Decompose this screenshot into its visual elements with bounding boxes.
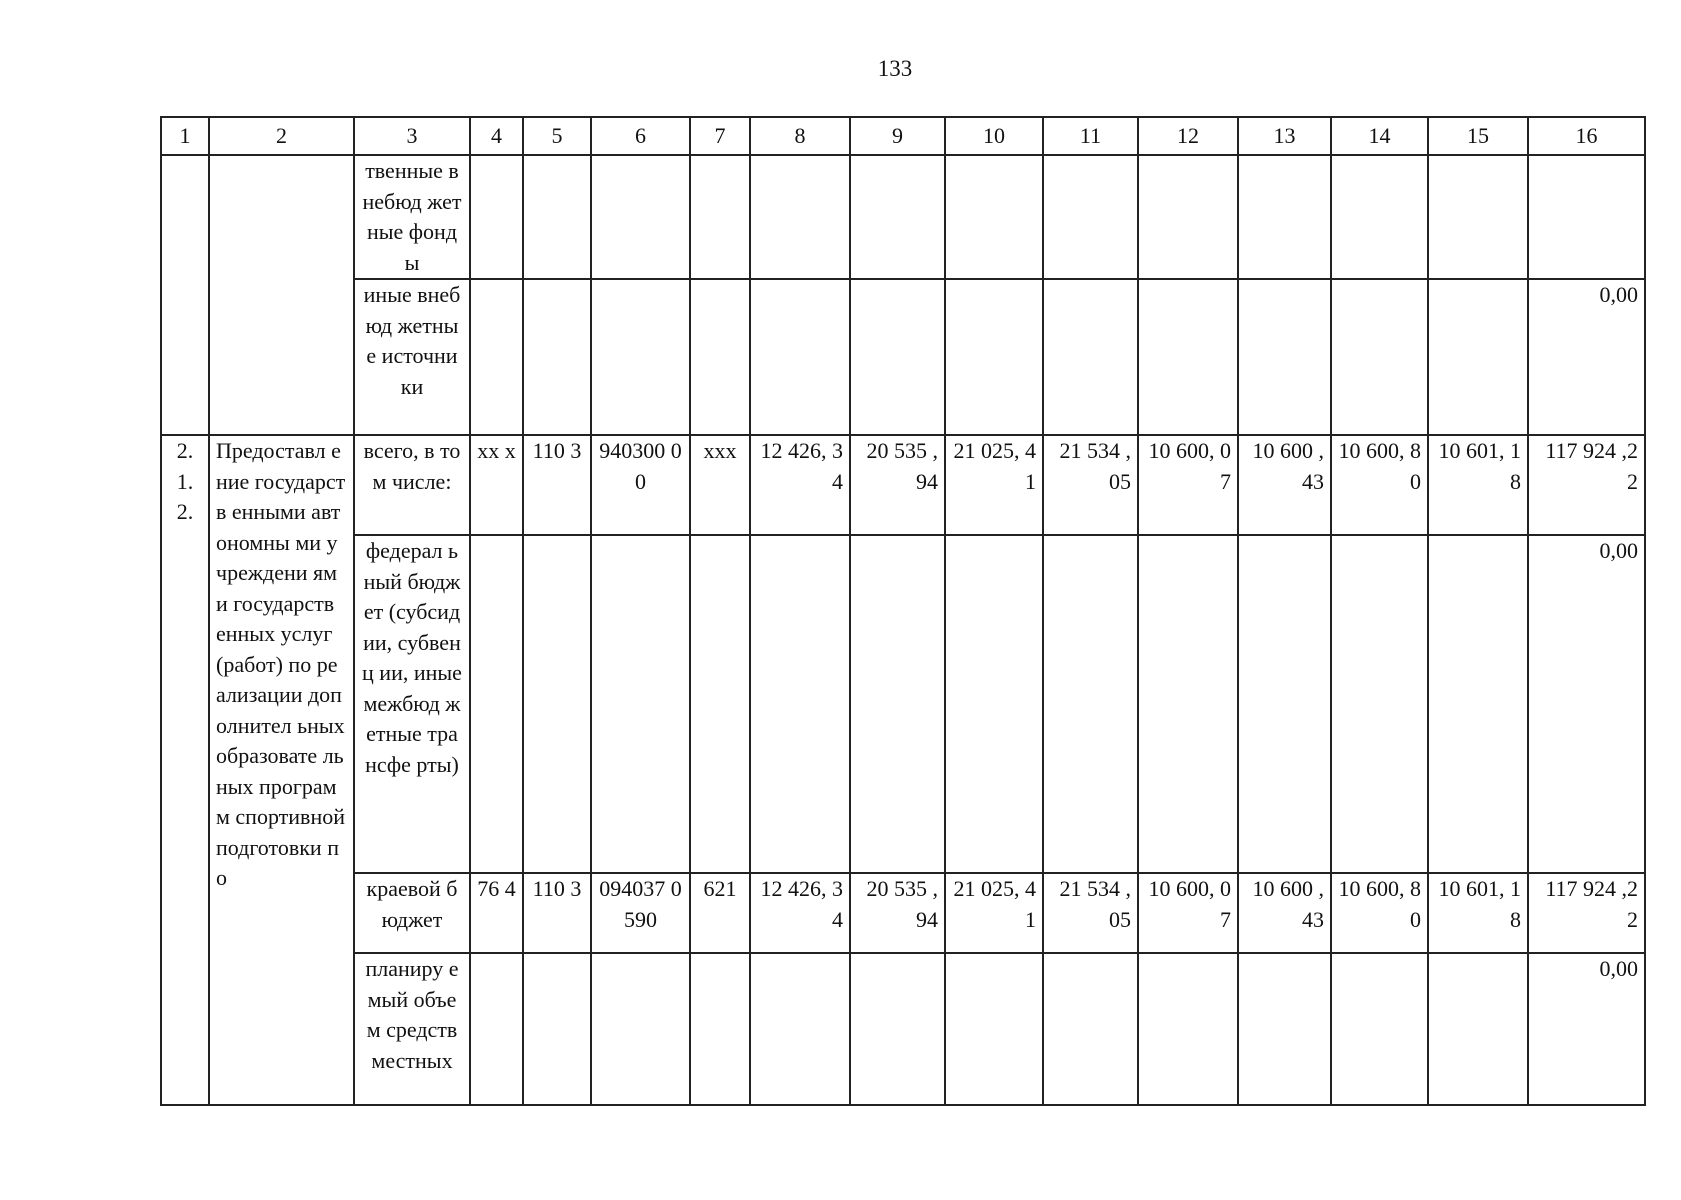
column-header: 12 <box>1138 117 1238 155</box>
table-cell <box>945 279 1043 435</box>
page-number: 133 <box>877 56 913 81</box>
column-header: 9 <box>850 117 945 155</box>
table-cell <box>523 279 591 435</box>
table-cell: 21 534 ,05 <box>1043 873 1138 953</box>
table-cell <box>1238 155 1331 279</box>
column-number-row <box>161 117 1645 155</box>
table-cell <box>690 155 750 279</box>
funding-source-label: всего, в том числе: <box>354 435 470 535</box>
funding-source-label: планиру емый объем средств местных <box>354 953 470 1105</box>
table-cell: 621 <box>690 873 750 953</box>
column-header: 13 <box>1238 117 1331 155</box>
table-cell <box>1138 155 1238 279</box>
column-header: 15 <box>1428 117 1528 155</box>
table-cell <box>1428 155 1528 279</box>
table-cell <box>690 535 750 873</box>
table-cell <box>591 535 690 873</box>
table-cell: 0,00 <box>1528 279 1645 435</box>
table-cell <box>1331 155 1428 279</box>
table-cell: 12 426, 34 <box>750 873 850 953</box>
table-cell <box>1043 155 1138 279</box>
table-cell: 10 601, 18 <box>1428 435 1528 535</box>
table-cell <box>1238 535 1331 873</box>
table-cell <box>690 279 750 435</box>
table-cell <box>945 155 1043 279</box>
table-cell <box>591 279 690 435</box>
table-cell <box>1428 279 1528 435</box>
table-cell: 10 600 ,43 <box>1238 873 1331 953</box>
table-cell <box>591 155 690 279</box>
item-description: Предоставл ение государств енными автономны ми учреждени ями государств енных услуг (работ) по реализации дополнител ьных образовате льных программ спортивной подготовки по <box>209 435 354 1105</box>
table-cell <box>1331 535 1428 873</box>
table-row <box>161 873 1645 953</box>
table-cell: 940300 00 <box>591 435 690 535</box>
column-header: 2 <box>209 117 354 155</box>
table-cell <box>850 535 945 873</box>
table-cell: 117 924 ,22 <box>1528 435 1645 535</box>
table-row <box>161 279 1645 435</box>
table-cell: xx x <box>470 435 523 535</box>
funding-source-label: твенные внебюд жетные фонды <box>354 155 470 279</box>
table-cell: 110 3 <box>523 435 591 535</box>
column-header: 16 <box>1528 117 1645 155</box>
table-cell <box>1238 279 1331 435</box>
table-cell: 21 025, 41 <box>945 873 1043 953</box>
table-cell <box>690 953 750 1105</box>
empty-cell <box>161 155 209 435</box>
table-cell: 0,00 <box>1528 953 1645 1105</box>
column-header: 1 <box>161 117 209 155</box>
table-cell <box>850 953 945 1105</box>
table-cell <box>470 953 523 1105</box>
column-header: 4 <box>470 117 523 155</box>
table-row <box>161 535 1645 873</box>
table-cell <box>1428 953 1528 1105</box>
table-cell: 10 600, 80 <box>1331 435 1428 535</box>
table-row <box>161 953 1645 1105</box>
table-cell: 094037 0590 <box>591 873 690 953</box>
column-header: 7 <box>690 117 750 155</box>
funding-source-label: краевой бюджет <box>354 873 470 953</box>
table-cell: 10 601, 18 <box>1428 873 1528 953</box>
empty-cell <box>209 155 354 435</box>
table-cell <box>591 953 690 1105</box>
table-row <box>161 155 1645 279</box>
table-cell <box>470 155 523 279</box>
table-cell <box>750 535 850 873</box>
table-cell <box>1138 279 1238 435</box>
column-header: 14 <box>1331 117 1428 155</box>
table-cell <box>1138 535 1238 873</box>
table-cell <box>523 535 591 873</box>
table-cell: 21 534 ,05 <box>1043 435 1138 535</box>
table-cell: 76 4 <box>470 873 523 953</box>
table-cell <box>750 155 850 279</box>
table-cell <box>1238 953 1331 1105</box>
table-cell <box>470 535 523 873</box>
column-header: 3 <box>354 117 470 155</box>
table-cell: 10 600, 07 <box>1138 873 1238 953</box>
table-cell <box>750 953 850 1105</box>
table-cell: 10 600 ,43 <box>1238 435 1331 535</box>
table-cell <box>750 279 850 435</box>
table-cell <box>1138 953 1238 1105</box>
table-cell: 20 535 ,94 <box>850 873 945 953</box>
table-cell <box>1043 535 1138 873</box>
table-cell <box>523 155 591 279</box>
column-header: 6 <box>591 117 690 155</box>
table-cell: 10 600, 80 <box>1331 873 1428 953</box>
funding-source-label: федерал ьный бюджет (субсид ии, субвенц ии, иные межбюд жетные трансфе рты) <box>354 535 470 873</box>
table-cell <box>1428 535 1528 873</box>
table-cell: 117 924 ,22 <box>1528 873 1645 953</box>
table-cell <box>1528 155 1645 279</box>
table-cell <box>850 155 945 279</box>
table-cell: 12 426, 34 <box>750 435 850 535</box>
item-number: 2. 1. 2. <box>161 435 209 1105</box>
column-header: 8 <box>750 117 850 155</box>
table-cell <box>1331 953 1428 1105</box>
table-cell <box>850 279 945 435</box>
table-row <box>161 435 1645 535</box>
budget-table <box>160 116 1646 1106</box>
table-cell: xxx <box>690 435 750 535</box>
table-cell: 110 3 <box>523 873 591 953</box>
table-cell <box>945 953 1043 1105</box>
funding-source-label: иные внебюд жетные источни ки <box>354 279 470 435</box>
table-cell <box>1043 279 1138 435</box>
table-cell: 20 535 ,94 <box>850 435 945 535</box>
table-cell: 10 600, 07 <box>1138 435 1238 535</box>
column-header: 11 <box>1043 117 1138 155</box>
column-header: 10 <box>945 117 1043 155</box>
table-cell <box>945 535 1043 873</box>
table-cell: 0,00 <box>1528 535 1645 873</box>
column-header: 5 <box>523 117 591 155</box>
table-cell: 21 025, 41 <box>945 435 1043 535</box>
table-cell <box>1331 279 1428 435</box>
table-cell <box>1043 953 1138 1105</box>
table-cell <box>470 279 523 435</box>
table-cell <box>523 953 591 1105</box>
